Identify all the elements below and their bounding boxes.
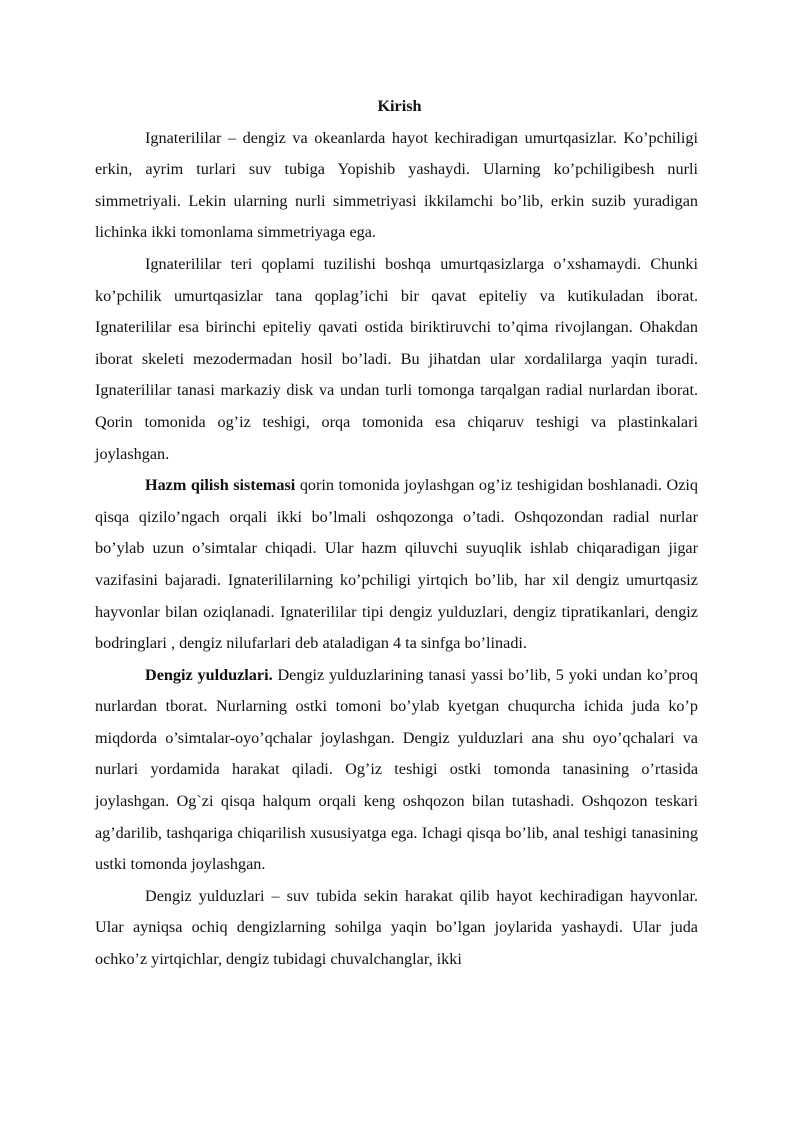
paragraph-text: Ignaterililar teri qoplami tuzilishi boshqa umurtqasizlarga o’xshamaydi. Chunki ko’pchilik umurtqasizlar tana qoplag’ichi bir qavat epiteliy va kutikuladan iborat. Ignaterililar esa birinchi epiteliy qavati ostida biriktiruvchi to’qima rivojlangan. Ohakdan iborat skeleti mezodermadan hosil bo’ladi. Bu jihatdan ular xordalilarga yaqin turadi. Ignaterililar tanasi markaziy disk va undan turli tomonga tarqalgan radial nurlardan iborat. Qorin tomonida og’iz teshigi, orqa tomonida esa chiqaruv teshigi va plastinkalari joylashgan. [95,254,698,463]
document-title: Kirish [377,97,422,115]
paragraph-skin [95,249,698,470]
paragraph-text: Dengiz yulduzlarining tanasi yassi bo’lib, 5 yoki undan ko’proq nurlardan tborat. Nurlarning ostki tomoni bo’ylab kyetgan chuqurcha ichida juda ko’p miqdorda o’simtalar-oyo’qchalar joylashgan. Dengiz yulduzlari ana shu oyo’qchalari va nurlari yordamida harakat qiladi. Og’iz teshigi ostki tomonda tanasining o’rtasida joylashgan. Og`zi qisqa halqum orqali keng oshqozon bilan tutashadi. Oshqozon teskari ag’darilib, tashqariga chiqarilish xususiyatga ega. Ichagi qisqa bo’lib, anal teshigi tanasining ustki tomonda joylashgan. [95,665,698,874]
document-page [95,91,698,976]
paragraph-starfish [95,660,698,881]
paragraph-lead-term: Dengiz yulduzlari. [145,665,273,684]
paragraph-text: Dengiz yulduzlari – suv tubida sekin harakat qilib hayot kechiradigan hayvonlar. Ular ayniqsa ochiq dengizlarning sohilga yaqin bo’lgan joylarida yashaydi. Ular juda ochko’z yirtqichlar, dengiz tubidagi chuvalchanglar, ikki [95,886,698,969]
paragraph-intro [95,123,698,249]
paragraph-text: qorin tomonida joylashgan og’iz teshigidan boshlanadi. Oziq qisqa qizilo’ngach orqali ikki bo’lmali oshqozonga o’tadi. Oshqozondan radial nurlar bo’ylab uzun o’simtalar chiqadi. Ular hazm qiluvchi suyuqlik ishlab chiqaradigan jigar vazifasini bajaradi. Ignaterililarning ko’pchiligi yirtqich bo’lib, har xil dengiz umurtqasiz hayvonlar bilan oziqlanadi. Ignaterililar tipi dengiz yulduzlari, dengiz tipratikanlari, dengiz bodringlari , dengiz nilufarlari deb ataladigan 4 ta sinfga bo’linadi. [95,476,699,653]
paragraph-lead-term: Hazm qilish sistemasi [145,476,296,495]
paragraph-starfish-habitat [95,881,698,976]
paragraph-digestive-system [95,470,698,660]
paragraph-text: Ignaterililar – dengiz va okeanlarda hayot kechiradigan umurtqasizlar. Ko’pchiligi erkin, ayrim turlari suv tubiga Yopishib yashaydi. Ularning ko’pchiligibesh nurli simmetriyali. Lekin ularning nurli simmetriyasi ikkilamchi bo’lib, erkin suzib yuradigan lichinka ikki tomonlama simmetriyaga ega. [95,128,698,242]
